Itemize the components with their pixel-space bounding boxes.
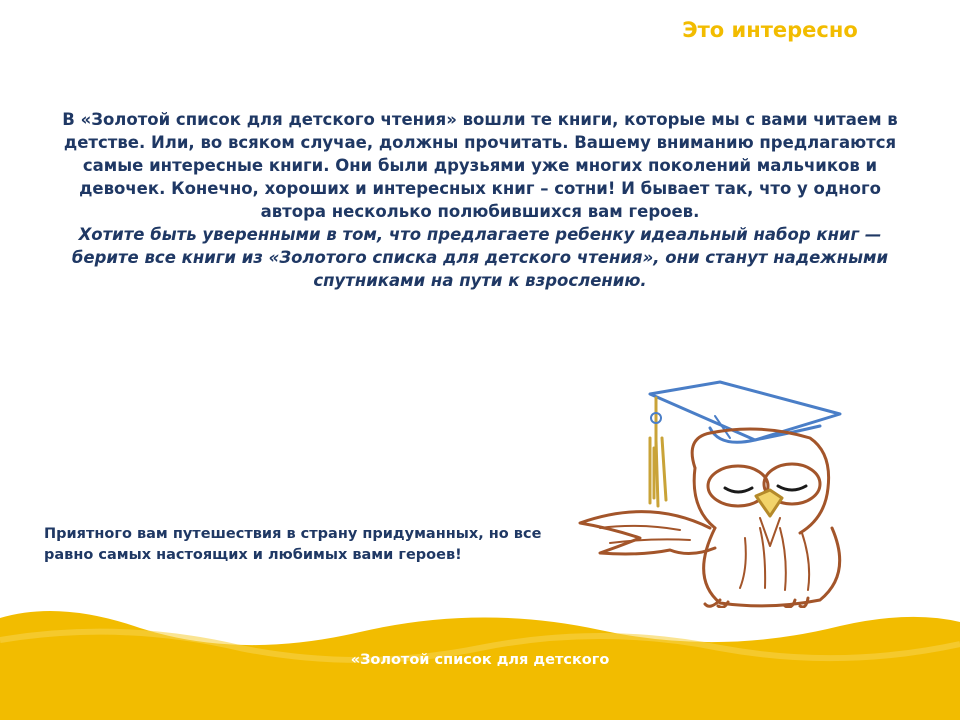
owl-with-graduation-cap-icon [570,378,870,608]
intro-paragraph: В «Золотой список для детского чтения» вошли те книги, которые мы с вами читаем в детстве. Или, во всяком случае, должны прочитать. Вашему вниманию предлагаются самые интересные книги. Они были друзьями уже многих поколений мальчиков и девочек. Конечно, хороших и интересных книг – сотни! И бывает так, что у одного автора несколько полюбившихся вам героев. [62,110,898,221]
footer-title: «Золотой список для детского [350,652,610,668]
slide-title: Это интересно [682,18,858,42]
italic-paragraph: Хотите быть уверенными в том, что предлагаете ребенку идеальный набор книг — берите все книги из «Золотого списка для детского чтения», они станут надежными спутниками на пути к взрослению. [71,225,889,290]
main-text-block [52,108,908,292]
farewell-text: Приятного вам путешествия в страну придуманных, но все равно самых настоящих и любимых вами героев! [44,526,542,563]
